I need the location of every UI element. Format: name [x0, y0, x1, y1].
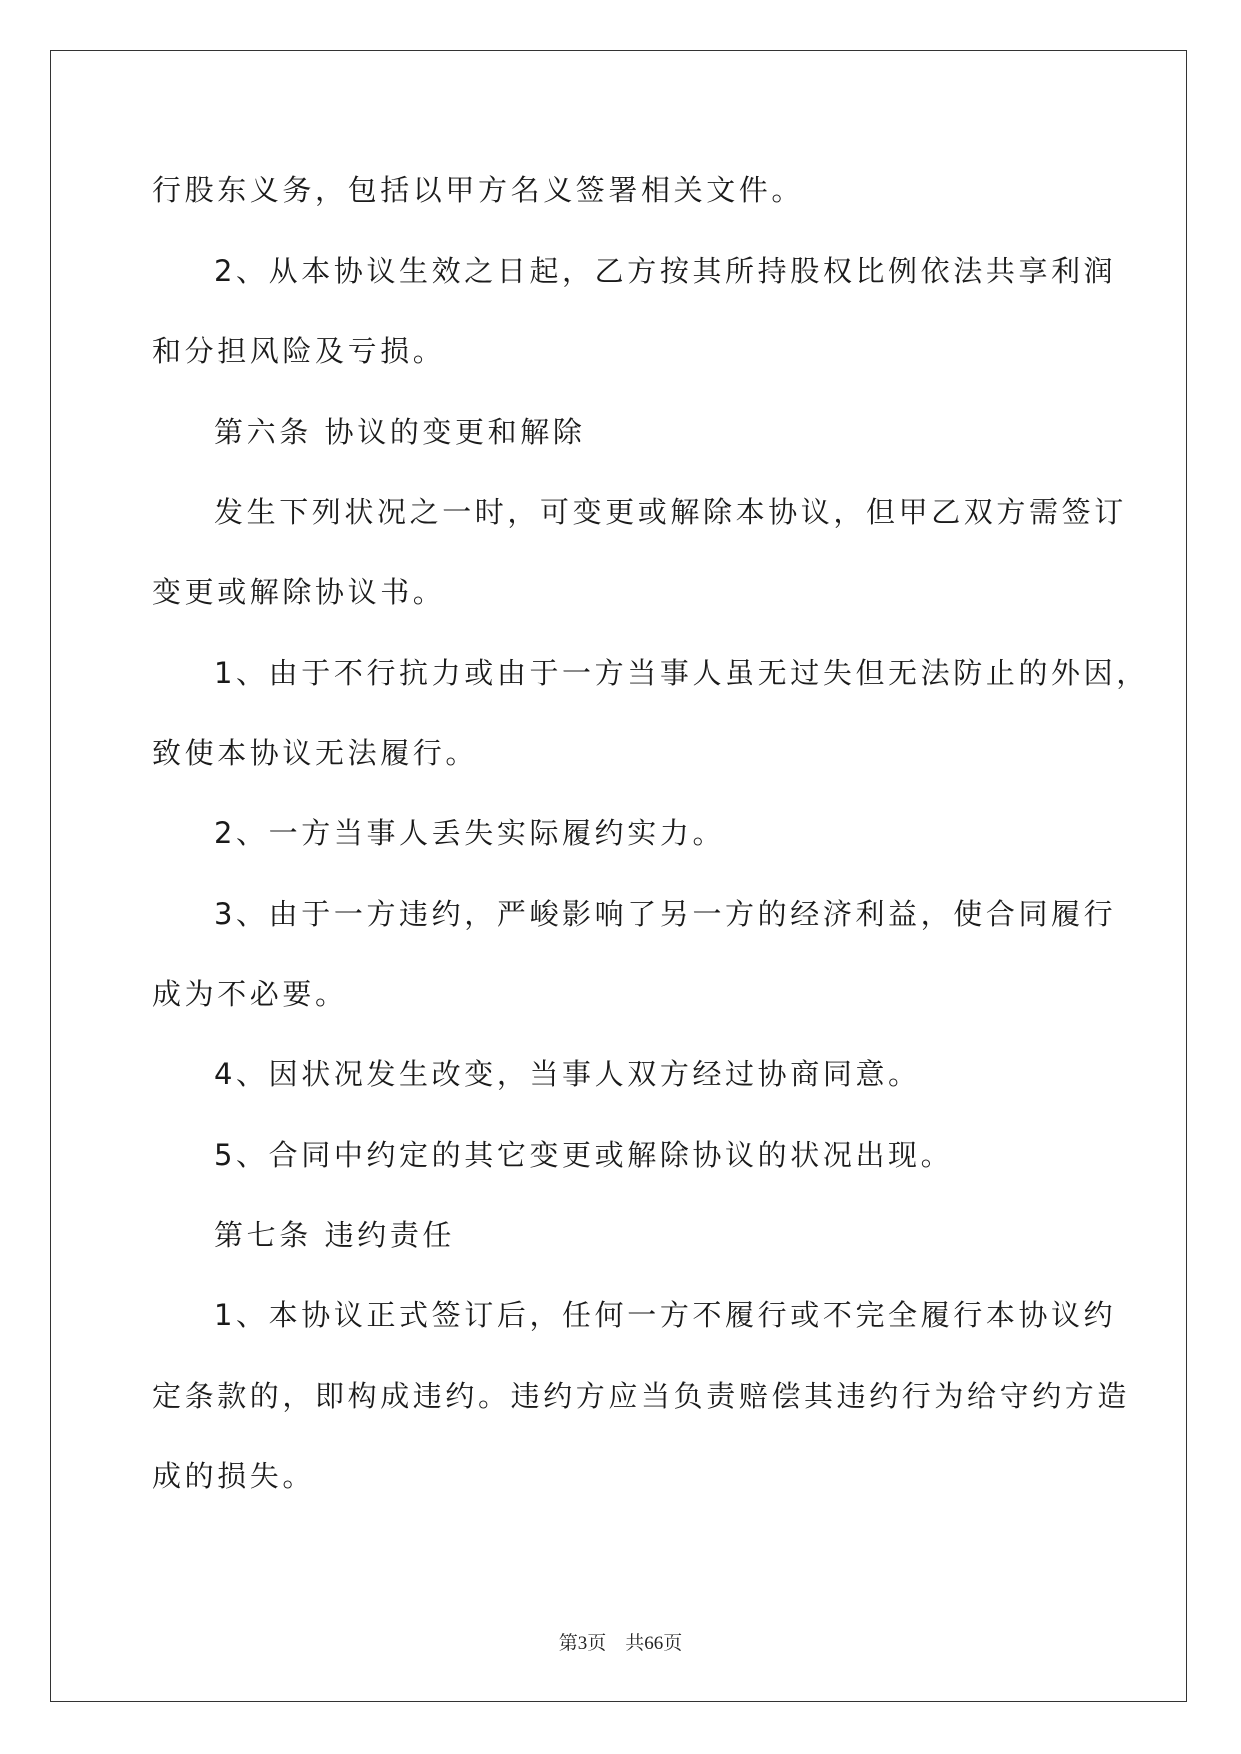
paragraph-line: 发生下列状况之一时，可变更或解除本协议，但甲乙双方需签订	[214, 495, 1127, 529]
paragraph-line: 致使本协议无法履行。	[152, 736, 479, 770]
paragraph-line: 变更或解除协议书。	[152, 575, 446, 609]
paragraph-line: 1、由于不行抗力或由于一方当事人虽无过失但无法防止的外因，	[214, 656, 1149, 690]
section-heading: 第六条 协议的变更和解除	[214, 415, 586, 449]
paragraph-line: 1、本协议正式签订后，任何一方不履行或不完全履行本协议约	[214, 1298, 1117, 1332]
paragraph-line: 成为不必要。	[152, 977, 348, 1011]
paragraph-line: 2、一方当事人丢失实际履约实力。	[214, 816, 726, 850]
section-heading: 第七条 违约责任	[214, 1218, 456, 1252]
paragraph-line: 行股东义务，包括以甲方名义签署相关文件。	[152, 173, 805, 207]
paragraph-line: 定条款的，即构成违约。违约方应当负责赔偿其违约行为给守约方造	[152, 1379, 1131, 1413]
page-border	[50, 50, 1187, 1702]
paragraph-line: 5、合同中约定的其它变更或解除协议的状况出现。	[214, 1138, 954, 1172]
page-number: 第3页 共66页	[558, 1633, 683, 1654]
paragraph-line: 3、由于一方违约，严峻影响了另一方的经济利益，使合同履行	[214, 897, 1117, 931]
paragraph-line: 2、从本协议生效之日起，乙方按其所持股权比例依法共享利润	[214, 254, 1117, 288]
page-footer	[0, 1628, 1241, 1655]
paragraph-line: 4、因状况发生改变，当事人双方经过协商同意。	[214, 1057, 921, 1091]
paragraph-line: 成的损失。	[152, 1459, 316, 1493]
paragraph-line: 和分担风险及亏损。	[152, 334, 446, 368]
